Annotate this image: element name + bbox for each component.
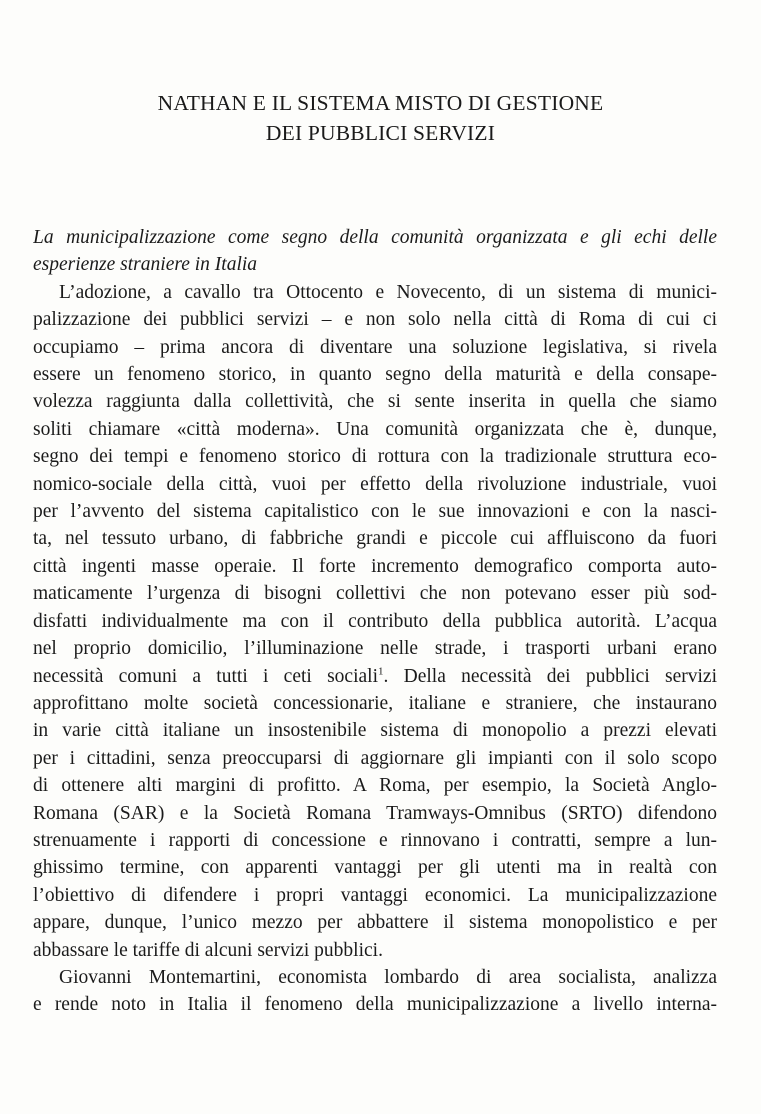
paragraph-line: abbassare le tariffe di alcuni servizi pubblici. xyxy=(33,939,383,961)
paragraph-line: Romana (SAR) e la Società Romana Tramways-Omnibus (SRTO) difendono xyxy=(33,802,717,824)
paragraph-line: volezza raggiunta dalla collettività, che si sente inserita in quella che siamo xyxy=(33,391,717,413)
paragraph-line: città ingenti masse operaie. Il forte incremento demografico comporta auto- xyxy=(33,555,717,577)
paragraph-line: per l’avvento del sistema capitalistico con le sue innovazioni e con la nasci- xyxy=(33,501,717,523)
paragraph-line: segno dei tempi e fenomeno storico di rottura con la tradizionale struttura eco- xyxy=(33,446,717,468)
paragraph-line: strenuamente i rapporti di concessione e rinnovano i contratti, sempre a lun- xyxy=(33,829,717,851)
paragraph-line-with-footnote xyxy=(33,663,717,690)
section-subtitle-line-2: esperienze straniere in Italia xyxy=(33,254,258,276)
paragraph-line: palizzazione dei pubblici servizi – e non solo nella città di Roma di cui ci xyxy=(33,309,717,331)
paragraph-line: disfatti individualmente ma con il contributo della pubblica autorità. L’acqua xyxy=(33,610,717,632)
paragraph-line: di ottenere alti margini di profitto. A Roma, per esempio, la Società Anglo- xyxy=(33,775,717,797)
paragraph-line-end: . Della necessità dei pubblici servizi xyxy=(383,665,717,687)
paragraph-line: essere un fenomeno storico, in quanto segno della maturità e della consape- xyxy=(33,364,717,386)
paragraph-line: L’adozione, a cavallo tra Ottocento e Novecento, di un sistema di munici- xyxy=(59,281,717,303)
paragraph-2 xyxy=(33,964,717,1019)
paragraph-line: nel proprio domicilio, l’illuminazione nelle strade, i trasporti urbani erano xyxy=(33,638,717,660)
paragraph-line: maticamente l’urgenza di bisogni collettivi che non potevano esser più sod- xyxy=(33,583,717,605)
paragraph-line: ghissimo termine, con apparenti vantaggi per gli utenti ma in realtà con xyxy=(33,857,717,879)
paragraph-line: e rende noto in Italia il fenomeno della municipalizzazione a livello interna- xyxy=(33,994,717,1016)
paragraph-line: per i cittadini, senza preoccuparsi di aggiornare gli impianti con il solo scopo xyxy=(33,747,717,769)
paragraph-1 xyxy=(33,279,717,964)
paragraph-line: nomico-sociale della città, vuoi per effetto della rivoluzione industriale, vuoi xyxy=(33,473,717,495)
body-text xyxy=(33,224,717,1019)
paragraph-line: l’obiettivo di difendere i propri vantaggi economici. La municipalizzazione xyxy=(33,884,717,906)
chapter-title-line-2: DEI PUBBLICI SERVIZI xyxy=(265,121,496,145)
footnote-marker[interactable]: 1 xyxy=(377,665,384,677)
paragraph-line-start: necessità comuni a tutti i ceti sociali xyxy=(33,665,378,687)
paragraph-line: occupiamo – prima ancora di diventare una soluzione legislativa, si rivela xyxy=(33,336,717,358)
section-subtitle xyxy=(33,224,717,279)
paragraph-line: in varie città italiane un insostenibile sistema di monopolio a prezzi elevati xyxy=(33,720,717,742)
paragraph-line: approfittano molte società concessionarie, italiane e straniere, che instaurano xyxy=(33,692,717,714)
paragraph-line: Giovanni Montemartini, economista lombardo di area socialista, analizza xyxy=(59,966,717,988)
paragraph-line: soliti chiamare «città moderna». Una comunità organizzata che è, dunque, xyxy=(33,418,717,440)
paragraph-line: ta, nel tessuto urbano, di fabbriche grandi e piccole cui affluiscono da fuori xyxy=(33,528,717,550)
chapter-title xyxy=(40,88,721,148)
section-subtitle-line-1: La municipalizzazione come segno della comunità organizzata e gli echi delle xyxy=(33,227,717,248)
paragraph-line: appare, dunque, l’unico mezzo per abbattere il sistema monopolistico e per xyxy=(33,912,717,934)
chapter-title-line-1: NATHAN E IL SISTEMA MISTO DI GESTIONE xyxy=(157,91,604,115)
